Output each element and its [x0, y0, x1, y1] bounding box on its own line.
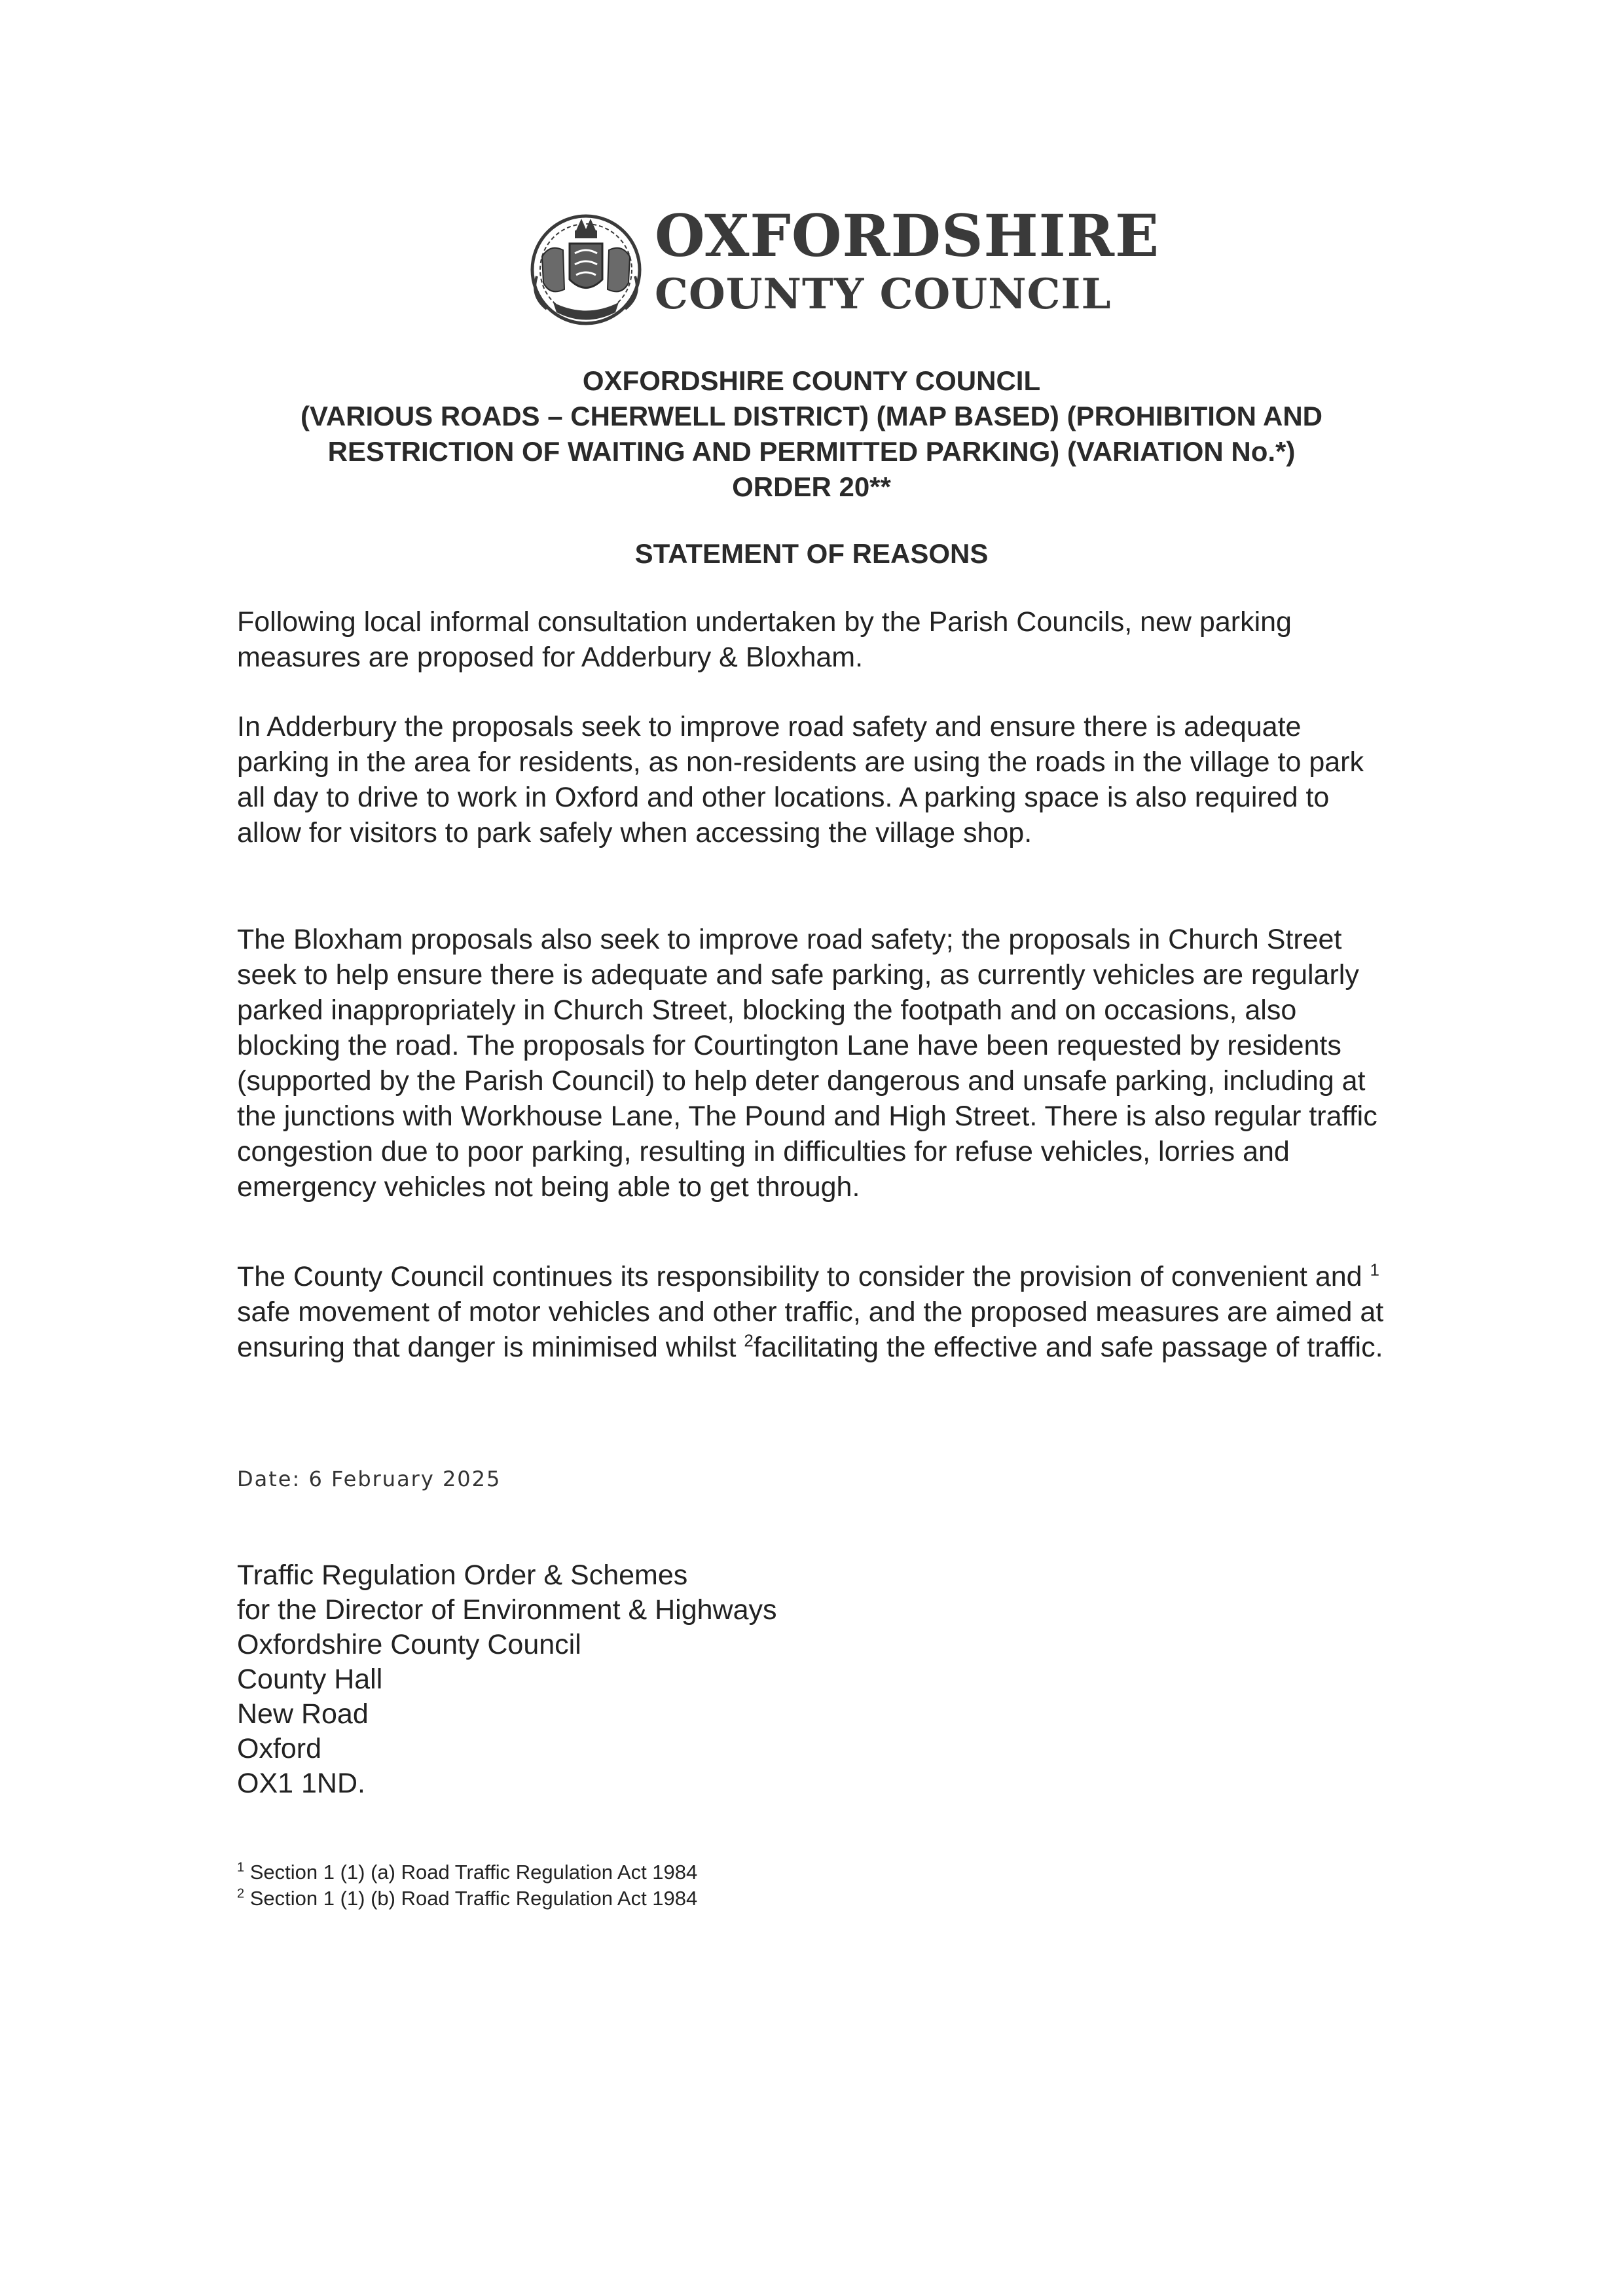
paragraph-text-part: The County Council continues its responsibility to consider the provision of convenient and — [237, 1261, 1370, 1292]
order-title-line2: (VARIOUS ROADS – CHERWELL DISTRICT) (MAP BASED) (PROHIBITION AND — [300, 401, 1323, 431]
footnote — [237, 1886, 697, 1912]
order-title-line4: ORDER 20** — [732, 471, 891, 502]
address-line: New Road — [237, 1698, 369, 1730]
paragraph-adderbury — [237, 709, 1389, 850]
order-title — [196, 363, 1427, 505]
statement-heading: STATEMENT OF REASONS — [634, 538, 989, 569]
paragraph-text: The Bloxham proposals also seek to improve road safety; the proposals in Church Street seek to help ensure there is adequate and safe parking, as currently vehicles are regularly parked inappropriately in Church Street, blocking the footpath and on occasions, also blocking the road. The proposals for Courtington Lane have been requested by residents (supported by the Parish Council) to help deter dangerous and unsafe parking, including at the junctions with Workhouse Lane, The Pound and High Street. There is also regular traffic congestion due to poor parking, resulting in difficulties for refuse vehicles, lorries and emergency vehicles not being able to get through. — [237, 924, 1377, 1203]
footnote-reference: 1 — [1370, 1260, 1379, 1280]
footnote — [237, 1859, 697, 1886]
paragraph-text — [237, 1259, 1389, 1365]
signatory-address — [237, 1558, 777, 1801]
organisation-name-line2: COUNTY COUNCIL — [655, 270, 1112, 319]
paragraph-text-part: safe movement of motor vehicles and other traffic, and the proposed measures are aimed at ensuring that danger is minimised whilst — [237, 1296, 1384, 1363]
address-line: Oxford — [237, 1733, 322, 1764]
paragraph-text-part: facilitating the effective and safe passage of traffic. — [753, 1332, 1383, 1363]
order-title-line1: OXFORDSHIRE COUNTY COUNCIL — [582, 365, 1041, 396]
paragraph-bloxham — [237, 922, 1389, 1205]
paragraph-text: In Adderbury the proposals seek to improve road safety and ensure there is adequate parking in the area for residents, as non-residents are using the roads in the village to park all day to drive to work in Oxford and other locations. A parking space is also required to allow for visitors to park safely when accessing the village shop. — [237, 711, 1364, 848]
address-line: County Hall — [237, 1664, 383, 1695]
order-title-line3: RESTRICTION OF WAITING AND PERMITTED PARKING) (VARIATION No.*) — [327, 436, 1296, 467]
paragraph-county-council — [237, 1259, 1389, 1365]
address-line: for the Director of Environment & Highways — [237, 1594, 777, 1626]
address-line: Oxfordshire County Council — [237, 1629, 581, 1660]
paragraph-consultation — [237, 604, 1389, 675]
organisation-name — [655, 202, 1160, 319]
footnote-mark: 2 — [237, 1886, 245, 1901]
footnote-reference: 2 — [744, 1330, 754, 1351]
organisation-name-line1: OXFORDSHIRE — [655, 202, 1160, 270]
footnote-text: Section 1 (1) (b) Road Traffic Regulation Act 1984 — [244, 1887, 698, 1910]
address-line: Traffic Regulation Order & Schemes — [237, 1559, 688, 1591]
letterhead — [524, 202, 1160, 329]
footnote-text: Section 1 (1) (a) Road Traffic Regulation Act 1984 — [244, 1861, 698, 1884]
footnote-mark: 1 — [237, 1860, 245, 1875]
paragraph-text: Following local informal consultation undertaken by the Parish Councils, new parking measures are proposed for Adderbury & Bloxham. — [237, 606, 1292, 673]
document-date: Date: 6 February 2025 — [237, 1467, 501, 1491]
footnotes — [237, 1859, 697, 1912]
county-crest-icon — [524, 204, 648, 329]
address-line: OX1 1ND. — [237, 1768, 365, 1799]
